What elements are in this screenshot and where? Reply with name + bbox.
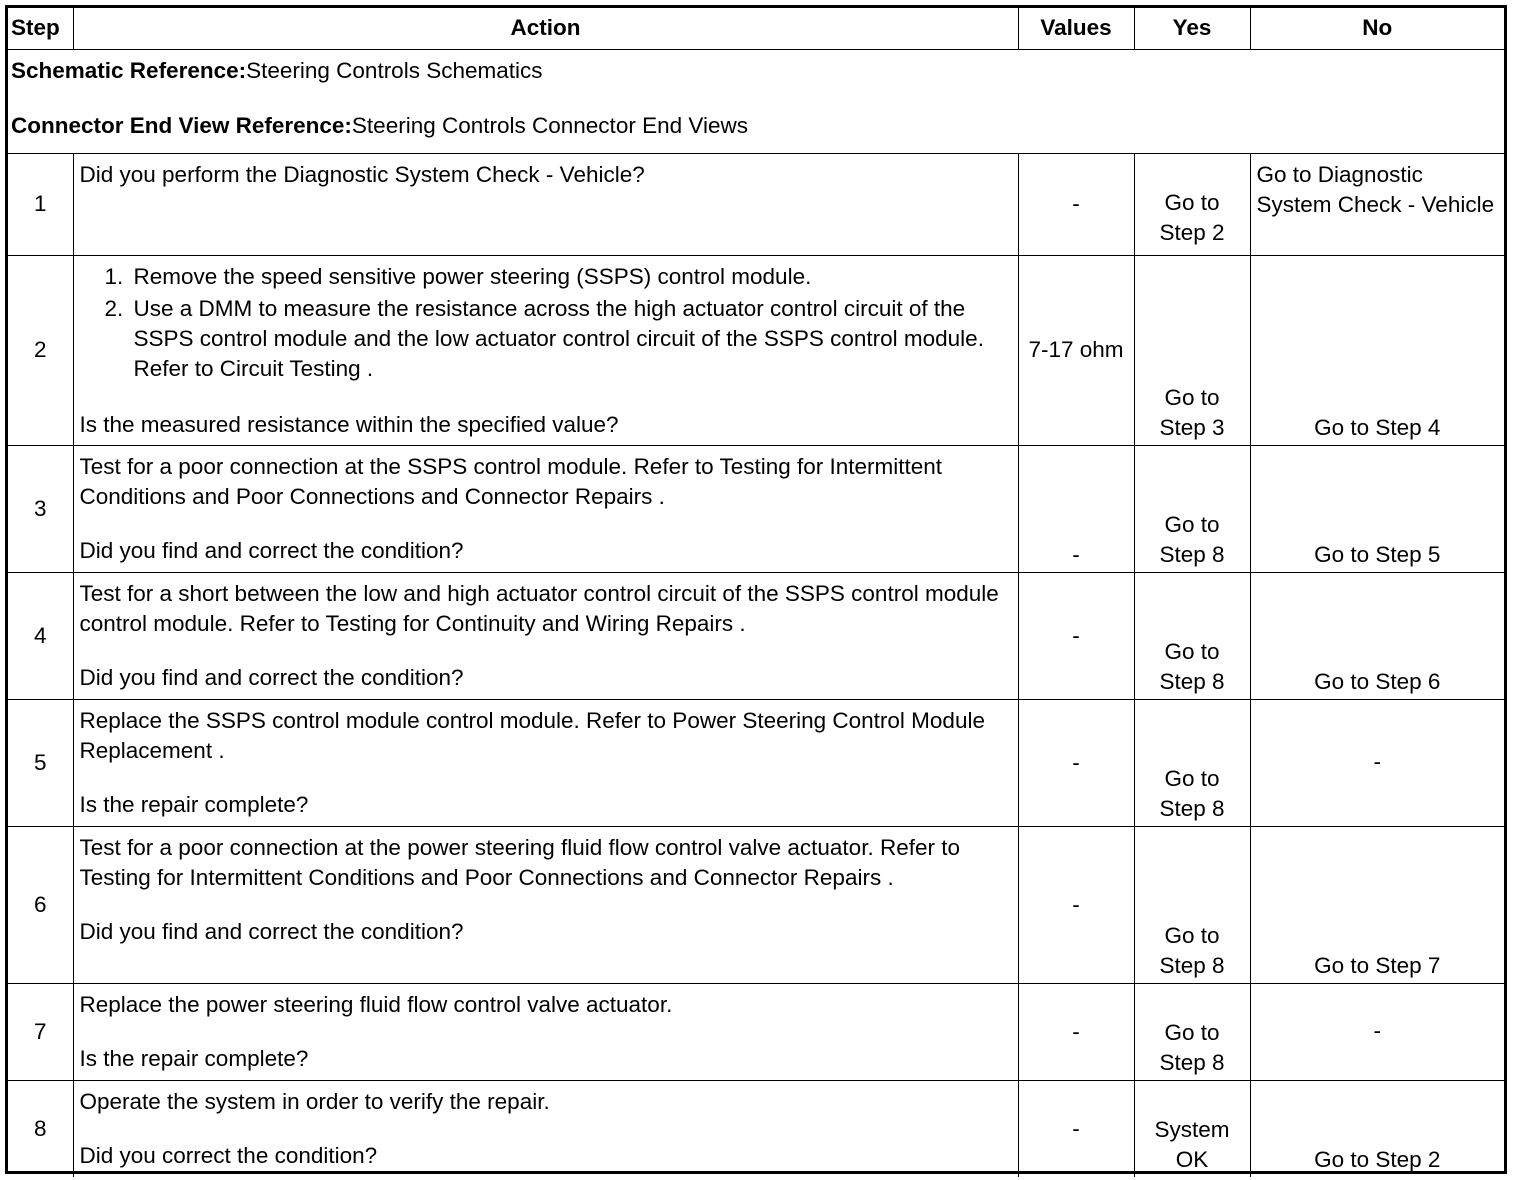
table-row	[8, 153, 1504, 255]
action-cell	[73, 445, 1018, 572]
action-question: Did you correct the condition?	[79, 1142, 378, 1168]
schematic-reference-label: Schematic Reference:	[11, 57, 247, 83]
value-cell: -	[1018, 153, 1134, 255]
yes-cell[interactable]: Go to Step 8	[1134, 445, 1250, 572]
action-text: Did you perform the Diagnostic System Check - Vehicle?	[79, 161, 645, 187]
action-text: Test for a poor connection at the power steering fluid flow control valve actuator. Refer to Testing for Intermittent Conditions and Poor Connections and Connector Repairs .	[79, 834, 960, 890]
table-row	[8, 445, 1504, 572]
action-cell	[73, 826, 1018, 983]
header-step: Step	[8, 8, 73, 49]
reference-cell	[8, 49, 1504, 153]
schematic-reference	[11, 56, 1501, 86]
step-number: 8	[8, 1080, 73, 1177]
no-cell[interactable]: Go to Step 2	[1250, 1080, 1504, 1177]
action-list-item: 1. Remove the speed sensitive power steering (SSPS) control module.	[130, 262, 1012, 292]
value-cell: -	[1018, 1080, 1134, 1177]
table-row	[8, 1080, 1504, 1177]
value-cell: 7-17 ohm	[1018, 255, 1134, 445]
yes-cell[interactable]: Go to Step 3	[1134, 255, 1250, 445]
yes-cell[interactable]: Go to Step 8	[1134, 699, 1250, 826]
yes-cell[interactable]: Go to Step 8	[1134, 983, 1250, 1080]
connector-reference-label: Connector End View Reference:	[11, 112, 352, 138]
reference-row	[8, 49, 1504, 153]
header-action: Action	[73, 8, 1018, 49]
table-row	[8, 699, 1504, 826]
action-cell	[73, 572, 1018, 699]
value-cell: -	[1018, 445, 1134, 572]
action-question: Is the measured resistance within the specified value?	[79, 411, 619, 437]
action-text: Operate the system in order to verify the repair.	[79, 1088, 550, 1114]
diagnostic-table	[8, 8, 1504, 1177]
no-cell[interactable]: Go to Step 4	[1250, 255, 1504, 445]
no-cell: -	[1250, 983, 1504, 1080]
no-cell[interactable]: Go to Step 6	[1250, 572, 1504, 699]
action-text: Replace the SSPS control module control module. Refer to Power Steering Control Module Replacement .	[79, 707, 985, 763]
action-cell	[73, 983, 1018, 1080]
action-text: Test for a poor connection at the SSPS control module. Refer to Testing for Intermittent Conditions and Poor Connections and Connector Repairs .	[79, 453, 943, 509]
value-cell: -	[1018, 699, 1134, 826]
action-question: Is the repair complete?	[79, 791, 309, 817]
table-row	[8, 983, 1504, 1080]
action-question: Is the repair complete?	[79, 1045, 309, 1071]
connector-reference	[11, 111, 1501, 141]
step-number: 5	[8, 699, 73, 826]
header-values: Values	[1018, 8, 1134, 49]
diagnostic-table-frame	[5, 5, 1507, 1174]
action-question: Did you find and correct the condition?	[79, 664, 464, 690]
no-cell[interactable]: Go to Diagnostic System Check - Vehicle	[1250, 153, 1504, 255]
header-no: No	[1250, 8, 1504, 49]
step-number: 4	[8, 572, 73, 699]
table-row	[8, 826, 1504, 983]
action-question: Did you find and correct the condition?	[79, 918, 464, 944]
action-list	[80, 262, 1012, 384]
step-number: 2	[8, 255, 73, 445]
step-number: 3	[8, 445, 73, 572]
no-cell[interactable]: Go to Step 7	[1250, 826, 1504, 983]
step-number: 7	[8, 983, 73, 1080]
yes-cell[interactable]: Go to Step 2	[1134, 153, 1250, 255]
action-question: Did you find and correct the condition?	[79, 537, 464, 563]
action-cell	[73, 255, 1018, 445]
yes-cell[interactable]: Go to Step 8	[1134, 826, 1250, 983]
step-number: 1	[8, 153, 73, 255]
connector-reference-link[interactable]: Steering Controls Connector End Views	[351, 112, 748, 138]
yes-cell[interactable]: System OK	[1134, 1080, 1250, 1177]
table-row	[8, 572, 1504, 699]
step-number: 6	[8, 826, 73, 983]
table-row	[8, 255, 1504, 445]
header-row	[8, 8, 1504, 49]
action-cell	[73, 1080, 1018, 1177]
value-cell: -	[1018, 826, 1134, 983]
schematic-reference-link[interactable]: Steering Controls Schematics	[246, 57, 543, 83]
action-text: Test for a short between the low and high actuator control circuit of the SSPS control module control module. Refer to Testing for Continuity and Wiring Repairs .	[79, 580, 999, 636]
action-list-item: 2. Use a DMM to measure the resistance across the high actuator control circuit of the SSPS control module and the low actuator control circuit of the SSPS control module. Refer to Circuit Testing .	[130, 294, 1012, 384]
no-cell[interactable]: Go to Step 5	[1250, 445, 1504, 572]
action-text: Replace the power steering fluid flow control valve actuator.	[79, 991, 673, 1017]
yes-cell[interactable]: Go to Step 8	[1134, 572, 1250, 699]
action-cell	[73, 699, 1018, 826]
value-cell: -	[1018, 983, 1134, 1080]
no-cell: -	[1250, 699, 1504, 826]
action-cell	[73, 153, 1018, 255]
header-yes: Yes	[1134, 8, 1250, 49]
value-cell: -	[1018, 572, 1134, 699]
